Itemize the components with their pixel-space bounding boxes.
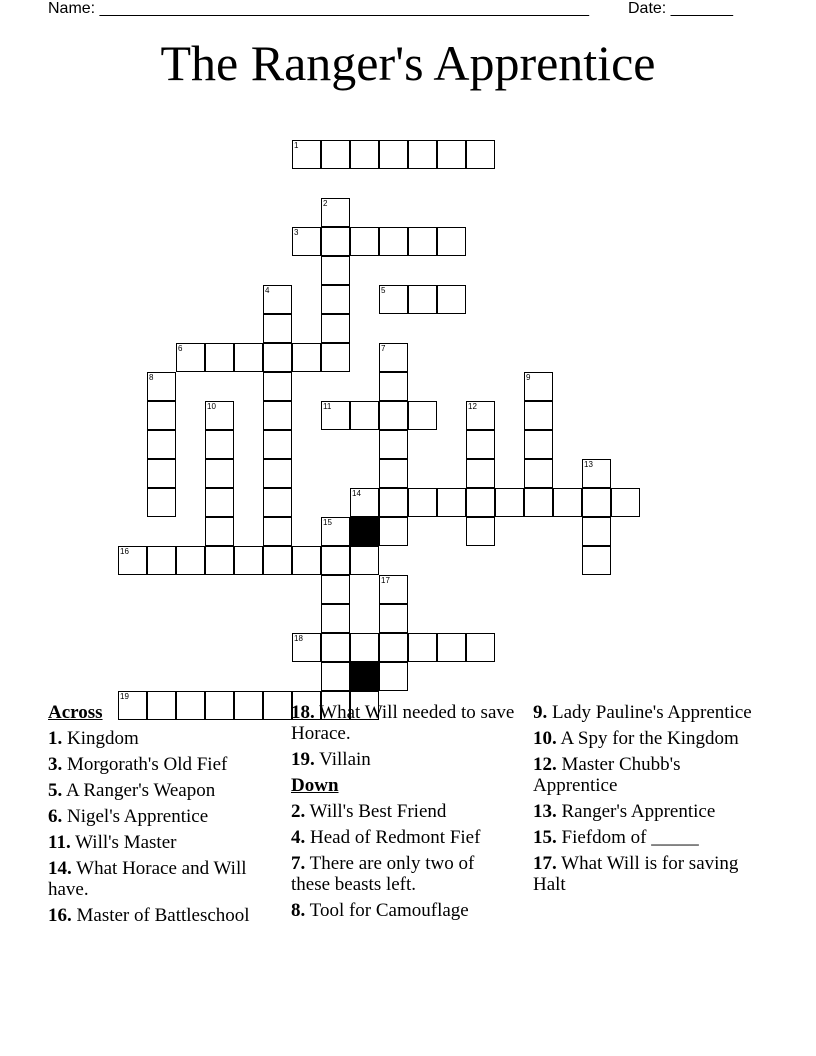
clue-down-9: 9. Lady Pauline's Apprentice bbox=[533, 702, 752, 723]
grid-cell[interactable] bbox=[466, 401, 495, 430]
grid-cell[interactable] bbox=[292, 227, 321, 256]
clue-across-14: 14. What Horace and Will have. bbox=[48, 858, 247, 900]
grid-cell[interactable] bbox=[234, 546, 263, 575]
clue-number: 4 bbox=[265, 286, 270, 295]
grid-cell[interactable] bbox=[205, 343, 234, 372]
grid-cell[interactable] bbox=[263, 285, 292, 314]
grid-cell[interactable] bbox=[263, 459, 292, 488]
grid-cell[interactable] bbox=[524, 488, 553, 517]
grid-cell[interactable] bbox=[147, 372, 176, 401]
clue-number: 19 bbox=[120, 692, 129, 701]
grid-cell[interactable] bbox=[437, 285, 466, 314]
grid-cell[interactable] bbox=[379, 430, 408, 459]
grid-cell[interactable] bbox=[582, 459, 611, 488]
grid-cell[interactable] bbox=[466, 633, 495, 662]
grid-cell[interactable] bbox=[379, 140, 408, 169]
grid-cell[interactable] bbox=[263, 546, 292, 575]
grid-cell[interactable] bbox=[350, 401, 379, 430]
clue-across-1: 1. Kingdom bbox=[48, 728, 139, 749]
grid-cell[interactable] bbox=[205, 401, 234, 430]
grid-cell[interactable] bbox=[408, 633, 437, 662]
grid-cell[interactable] bbox=[321, 546, 350, 575]
grid-cell[interactable] bbox=[408, 140, 437, 169]
grid-cell[interactable] bbox=[408, 227, 437, 256]
clue-number: 1 bbox=[294, 141, 299, 150]
grid-cell[interactable] bbox=[466, 140, 495, 169]
clue-down-13: 13. Ranger's Apprentice bbox=[533, 801, 716, 822]
grid-cell[interactable] bbox=[321, 633, 350, 662]
grid-cell[interactable] bbox=[379, 488, 408, 517]
clue-number: 5 bbox=[381, 286, 386, 295]
clue-number: 9 bbox=[526, 373, 531, 382]
grid-cell[interactable] bbox=[147, 488, 176, 517]
grid-cell[interactable] bbox=[379, 459, 408, 488]
grid-cell[interactable] bbox=[466, 517, 495, 546]
grid-cell[interactable] bbox=[205, 517, 234, 546]
across-heading: Across bbox=[48, 702, 103, 723]
grid-cell[interactable] bbox=[321, 314, 350, 343]
grid-cell[interactable] bbox=[321, 140, 350, 169]
clue-down-8: 8. Tool for Camouflage bbox=[291, 900, 469, 921]
grid-cell[interactable] bbox=[379, 285, 408, 314]
name-field-label: Name: _______________________________________________________ bbox=[48, 0, 589, 17]
grid-cell[interactable] bbox=[205, 546, 234, 575]
grid-cell[interactable] bbox=[321, 401, 350, 430]
grid-cell[interactable] bbox=[350, 546, 379, 575]
grid-cell[interactable] bbox=[263, 488, 292, 517]
clue-number: 16 bbox=[120, 547, 129, 556]
grid-cell[interactable] bbox=[118, 546, 147, 575]
grid-cell[interactable] bbox=[379, 401, 408, 430]
clue-across-19: 19. Villain bbox=[291, 749, 371, 770]
grid-cell[interactable] bbox=[176, 546, 205, 575]
grid-cell[interactable] bbox=[350, 227, 379, 256]
grid-cell[interactable] bbox=[466, 488, 495, 517]
grid-cell[interactable] bbox=[379, 227, 408, 256]
grid-cell[interactable] bbox=[582, 517, 611, 546]
grid-cell[interactable] bbox=[263, 430, 292, 459]
grid-cell[interactable] bbox=[147, 546, 176, 575]
grid-cell[interactable] bbox=[292, 140, 321, 169]
clue-number: 14 bbox=[352, 489, 361, 498]
grid-cell[interactable] bbox=[263, 343, 292, 372]
grid-cell[interactable] bbox=[582, 546, 611, 575]
clue-column-1 bbox=[48, 702, 273, 931]
grid-cell[interactable] bbox=[524, 430, 553, 459]
grid-cell[interactable] bbox=[292, 633, 321, 662]
grid-cell[interactable] bbox=[321, 198, 350, 227]
grid-cell[interactable] bbox=[582, 488, 611, 517]
grid-cell[interactable] bbox=[321, 575, 350, 604]
clue-across-6: 6. Nigel's Apprentice bbox=[48, 806, 209, 827]
grid-cell[interactable] bbox=[263, 372, 292, 401]
grid-cell[interactable] bbox=[408, 285, 437, 314]
clue-number: 13 bbox=[584, 460, 593, 469]
clue-number: 3 bbox=[294, 228, 299, 237]
down-heading: Down bbox=[291, 775, 339, 796]
grid-cell[interactable] bbox=[611, 488, 640, 517]
grid-cell[interactable] bbox=[466, 459, 495, 488]
clue-down-17: 17. What Will is for saving Halt bbox=[533, 853, 739, 895]
clue-down-4: 4. Head of Redmont Fief bbox=[291, 827, 481, 848]
grid-cell[interactable] bbox=[437, 488, 466, 517]
grid-cell[interactable] bbox=[321, 227, 350, 256]
grid-cell[interactable] bbox=[147, 430, 176, 459]
clue-number: 10 bbox=[207, 402, 216, 411]
grid-cell[interactable] bbox=[379, 633, 408, 662]
clue-number: 18 bbox=[294, 634, 303, 643]
blocked-cell bbox=[350, 662, 379, 691]
clue-down-12: 12. Master Chubb's Apprentice bbox=[533, 754, 681, 796]
clue-down-15: 15. Fiefdom of _____ bbox=[533, 827, 699, 848]
grid-cell[interactable] bbox=[437, 633, 466, 662]
grid-cell[interactable] bbox=[176, 343, 205, 372]
clue-number: 6 bbox=[178, 344, 183, 353]
grid-cell[interactable] bbox=[292, 343, 321, 372]
grid-cell[interactable] bbox=[379, 517, 408, 546]
grid-cell[interactable] bbox=[205, 459, 234, 488]
grid-cell[interactable] bbox=[379, 575, 408, 604]
grid-cell[interactable] bbox=[205, 430, 234, 459]
clue-across-5: 5. A Ranger's Weapon bbox=[48, 780, 216, 801]
clue-across-11: 11. Will's Master bbox=[48, 832, 177, 853]
clue-across-16: 16. Master of Battleschool bbox=[48, 905, 250, 926]
clue-down-2: 2. Will's Best Friend bbox=[291, 801, 447, 822]
grid-cell[interactable] bbox=[553, 488, 582, 517]
grid-cell[interactable] bbox=[321, 343, 350, 372]
grid-cell[interactable] bbox=[292, 546, 321, 575]
grid-cell[interactable] bbox=[234, 343, 263, 372]
grid-cell[interactable] bbox=[263, 314, 292, 343]
clue-across-18: 18. What Will needed to save Horace. bbox=[291, 702, 515, 744]
grid-cell[interactable] bbox=[350, 140, 379, 169]
puzzle-title: The Ranger's Apprentice bbox=[160, 35, 656, 91]
grid-cell[interactable] bbox=[437, 227, 466, 256]
clue-across-3: 3. Morgorath's Old Fief bbox=[48, 754, 228, 775]
grid-cell[interactable] bbox=[350, 633, 379, 662]
grid-cell[interactable] bbox=[495, 488, 524, 517]
grid-cell[interactable] bbox=[321, 517, 350, 546]
grid-cell[interactable] bbox=[524, 372, 553, 401]
grid-cell[interactable] bbox=[408, 488, 437, 517]
grid-cell[interactable] bbox=[379, 662, 408, 691]
grid-cell[interactable] bbox=[321, 285, 350, 314]
grid-cell[interactable] bbox=[321, 662, 350, 691]
grid-cell[interactable] bbox=[379, 343, 408, 372]
grid-cell[interactable] bbox=[321, 256, 350, 285]
grid-cell[interactable] bbox=[466, 430, 495, 459]
date-field-label: Date: _______ bbox=[628, 0, 733, 17]
clue-number: 11 bbox=[323, 402, 332, 411]
clue-down-10: 10. A Spy for the Kingdom bbox=[533, 728, 739, 749]
clue-number: 15 bbox=[323, 518, 332, 527]
grid-cell[interactable] bbox=[321, 604, 350, 633]
grid-cell[interactable] bbox=[263, 517, 292, 546]
grid-cell[interactable] bbox=[147, 459, 176, 488]
grid-cell[interactable] bbox=[437, 140, 466, 169]
grid-cell[interactable] bbox=[379, 372, 408, 401]
clue-number: 17 bbox=[381, 576, 390, 585]
grid-cell[interactable] bbox=[524, 459, 553, 488]
clue-number: 7 bbox=[381, 344, 386, 353]
blocked-cell bbox=[350, 517, 379, 546]
grid-cell[interactable] bbox=[524, 401, 553, 430]
grid-cell[interactable] bbox=[205, 488, 234, 517]
clue-column-3 bbox=[533, 702, 758, 900]
grid-cell[interactable] bbox=[263, 401, 292, 430]
clue-number: 8 bbox=[149, 373, 154, 382]
clue-number: 2 bbox=[323, 199, 328, 208]
grid-cell[interactable] bbox=[350, 488, 379, 517]
grid-cell[interactable] bbox=[408, 401, 437, 430]
grid-cell[interactable] bbox=[147, 401, 176, 430]
grid-cell[interactable] bbox=[379, 604, 408, 633]
clue-column-2 bbox=[291, 702, 516, 926]
clue-number: 12 bbox=[468, 402, 477, 411]
clue-down-7: 7. There are only two of these beasts left. bbox=[291, 853, 475, 895]
